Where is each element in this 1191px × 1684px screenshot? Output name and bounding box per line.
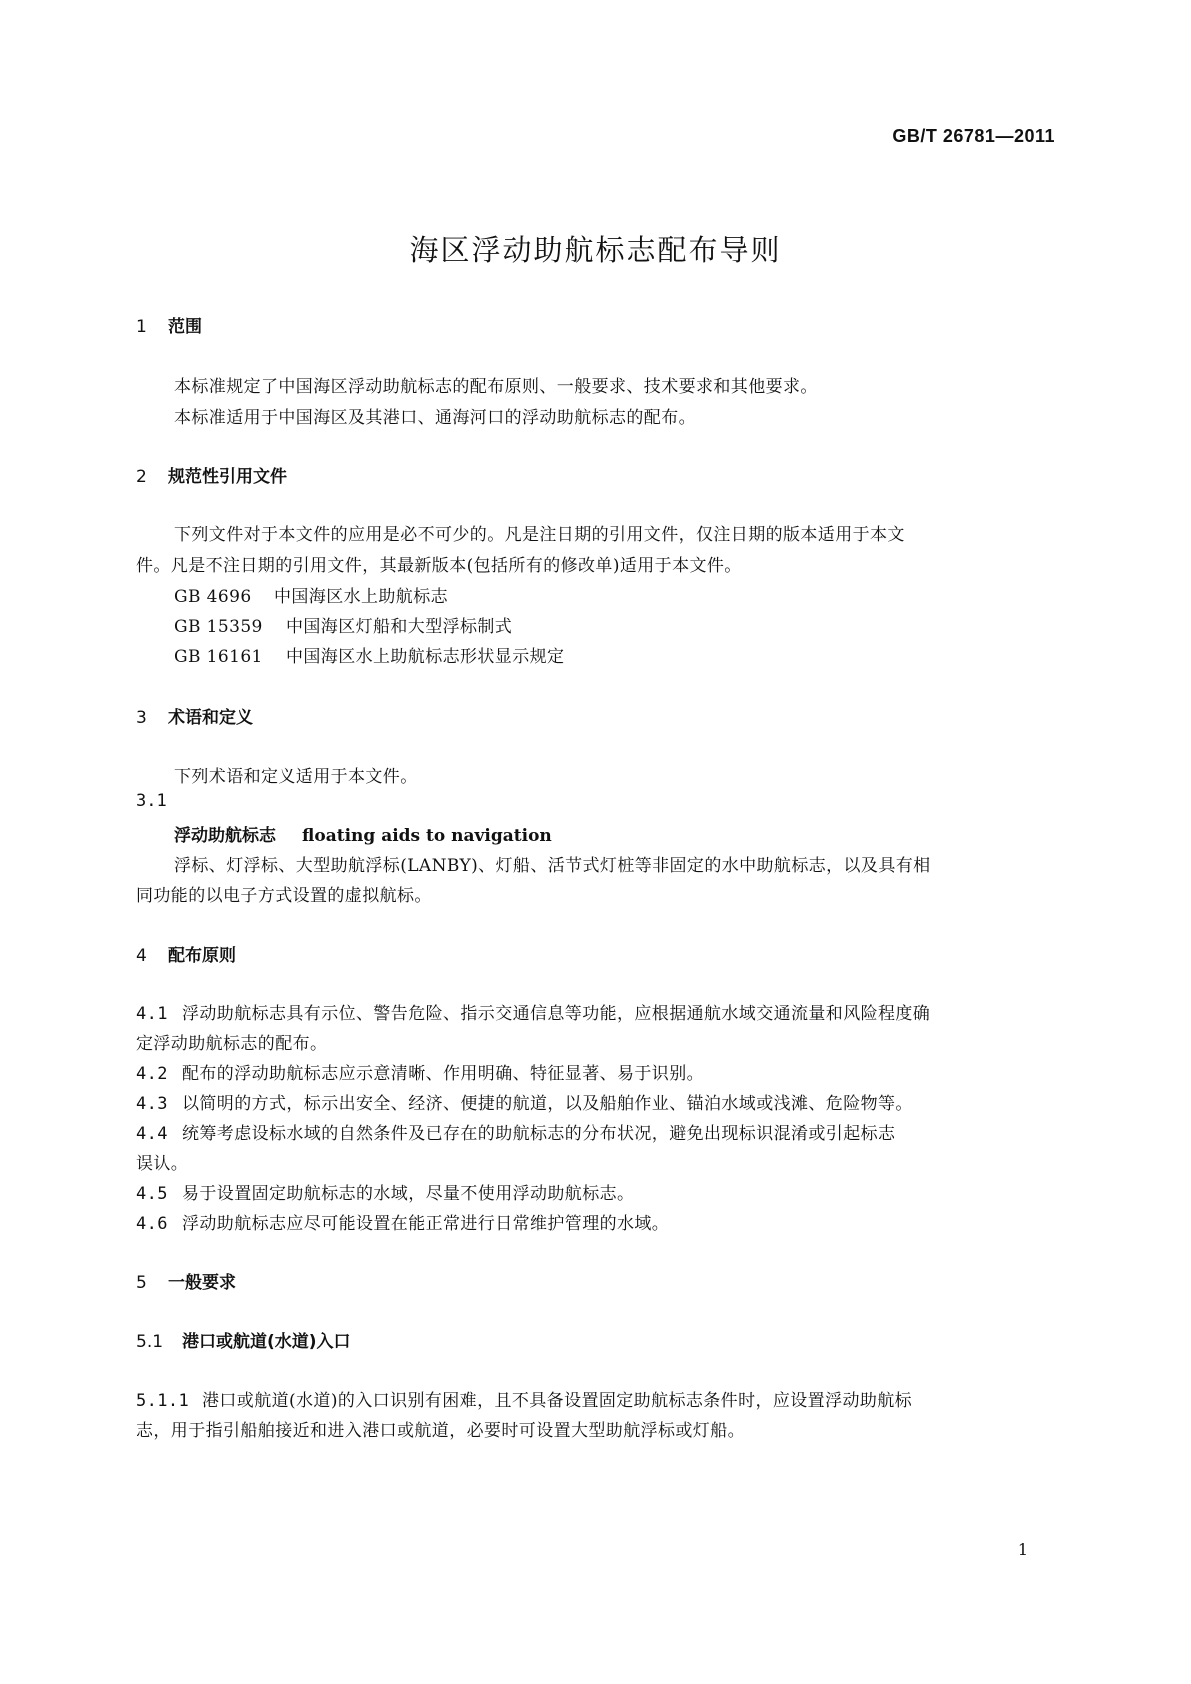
normative-reference bbox=[174, 582, 448, 607]
clause-text: 配布的浮动助航标志应示意清晰、作用明确、特征显著、易于识别。 bbox=[182, 1064, 704, 1084]
clause-number: 4.6 bbox=[136, 1214, 168, 1234]
clause-text: 以简明的方式，标示出安全、经济、便捷的航道，以及船舶作业、锚泊水域或浅滩、危险物等。 bbox=[182, 1094, 913, 1114]
term-number: 3.1 bbox=[136, 791, 167, 811]
subsection-title: 港口或航道(水道)入口 bbox=[182, 1332, 351, 1352]
section-title: 范围 bbox=[168, 317, 202, 337]
clause-text: 浮动助航标志具有示位、警告危险、指示交通信息等功能，应根据通航水域交通流量和风险程度确 bbox=[182, 1004, 931, 1024]
section-4-heading bbox=[136, 941, 236, 966]
reference-code: GB 16161 bbox=[174, 647, 263, 667]
section-5-heading bbox=[136, 1268, 236, 1293]
reference-code: GB 15359 bbox=[174, 617, 263, 637]
reference-title: 中国海区水上助航标志 bbox=[274, 587, 448, 607]
section-title: 配布原则 bbox=[168, 946, 236, 966]
clause bbox=[136, 999, 930, 1024]
clause bbox=[136, 1209, 669, 1234]
section-title: 术语和定义 bbox=[168, 708, 253, 728]
clause-number: 4.2 bbox=[136, 1064, 168, 1084]
clause bbox=[136, 1386, 912, 1411]
section-3-heading bbox=[136, 703, 253, 728]
section-1-heading bbox=[136, 312, 202, 337]
clause bbox=[136, 1119, 895, 1144]
normative-reference bbox=[174, 612, 512, 637]
clause-text: 浮动助航标志应尽可能设置在能正常进行日常维护管理的水域。 bbox=[182, 1214, 670, 1234]
normative-reference bbox=[174, 642, 564, 667]
section-number: 5 bbox=[136, 1273, 147, 1293]
subsection-number: 5.1 bbox=[136, 1332, 164, 1352]
clause-text: 港口或航道(水道)的入口识别有困难，且不具备设置固定助航标志条件时，应设置浮动助航标 bbox=[202, 1391, 913, 1411]
section-number: 4 bbox=[136, 946, 147, 966]
page-number: 1 bbox=[1017, 1540, 1028, 1559]
paragraph: 本标准适用于中国海区及其港口、通海河口的浮动助航标志的配布。 bbox=[174, 408, 696, 428]
section-number: 3 bbox=[136, 708, 147, 728]
clause-number: 4.4 bbox=[136, 1124, 168, 1144]
section-title: 规范性引用文件 bbox=[168, 467, 287, 487]
subsection-heading bbox=[136, 1327, 351, 1352]
standard-code: GB/T 26781—2011 bbox=[892, 126, 1055, 146]
clause-number: 4.1 bbox=[136, 1004, 168, 1024]
paragraph: 件。凡是不注日期的引用文件，其最新版本(包括所有的修改单)适用于本文件。 bbox=[136, 556, 742, 576]
clause-continuation: 定浮动助航标志的配布。 bbox=[136, 1034, 328, 1054]
paragraph: 下列术语和定义适用于本文件。 bbox=[174, 767, 418, 787]
clause-number: 4.3 bbox=[136, 1094, 168, 1114]
reference-title: 中国海区灯船和大型浮标制式 bbox=[286, 617, 513, 637]
section-title: 一般要求 bbox=[168, 1273, 236, 1293]
clause bbox=[136, 1179, 634, 1204]
clause-text: 统筹考虑设标水域的自然条件及已存在的助航标志的分布状况，避免出现标识混淆或引起标志 bbox=[182, 1124, 896, 1144]
document-title: 海区浮动助航标志配布导则 bbox=[409, 233, 782, 267]
term-definition: 同功能的以电子方式设置的虚拟航标。 bbox=[136, 886, 432, 906]
paragraph: 本标准规定了中国海区浮动助航标志的配布原则、一般要求、技术要求和其他要求。 bbox=[174, 377, 818, 397]
reference-code: GB 4696 bbox=[174, 587, 252, 607]
clause bbox=[136, 1059, 704, 1084]
clause-text: 易于设置固定助航标志的水域，尽量不使用浮动助航标志。 bbox=[182, 1184, 635, 1204]
term-english: floating aids to navigation bbox=[302, 826, 552, 846]
clause bbox=[136, 1089, 913, 1114]
section-number: 2 bbox=[136, 467, 147, 487]
term-chinese: 浮动助航标志 bbox=[174, 826, 276, 846]
clause-continuation: 误认。 bbox=[136, 1154, 189, 1174]
term-definition: 浮标、灯浮标、大型助航浮标(LANBY)、灯船、活节式灯桩等非固定的水中助航标志，以及具有相 bbox=[174, 856, 931, 876]
term-entry bbox=[174, 821, 552, 846]
clause-number: 5.1.1 bbox=[136, 1391, 190, 1411]
section-2-heading bbox=[136, 462, 287, 487]
clause-number: 4.5 bbox=[136, 1184, 168, 1204]
reference-title: 中国海区水上助航标志形状显示规定 bbox=[286, 647, 565, 667]
clause-continuation: 志，用于指引船舶接近和进入港口或航道，必要时可设置大型助航浮标或灯船。 bbox=[136, 1421, 745, 1441]
paragraph: 下列文件对于本文件的应用是必不可少的。凡是注日期的引用文件，仅注日期的版本适用于本文 bbox=[174, 525, 905, 545]
section-number: 1 bbox=[136, 317, 147, 337]
